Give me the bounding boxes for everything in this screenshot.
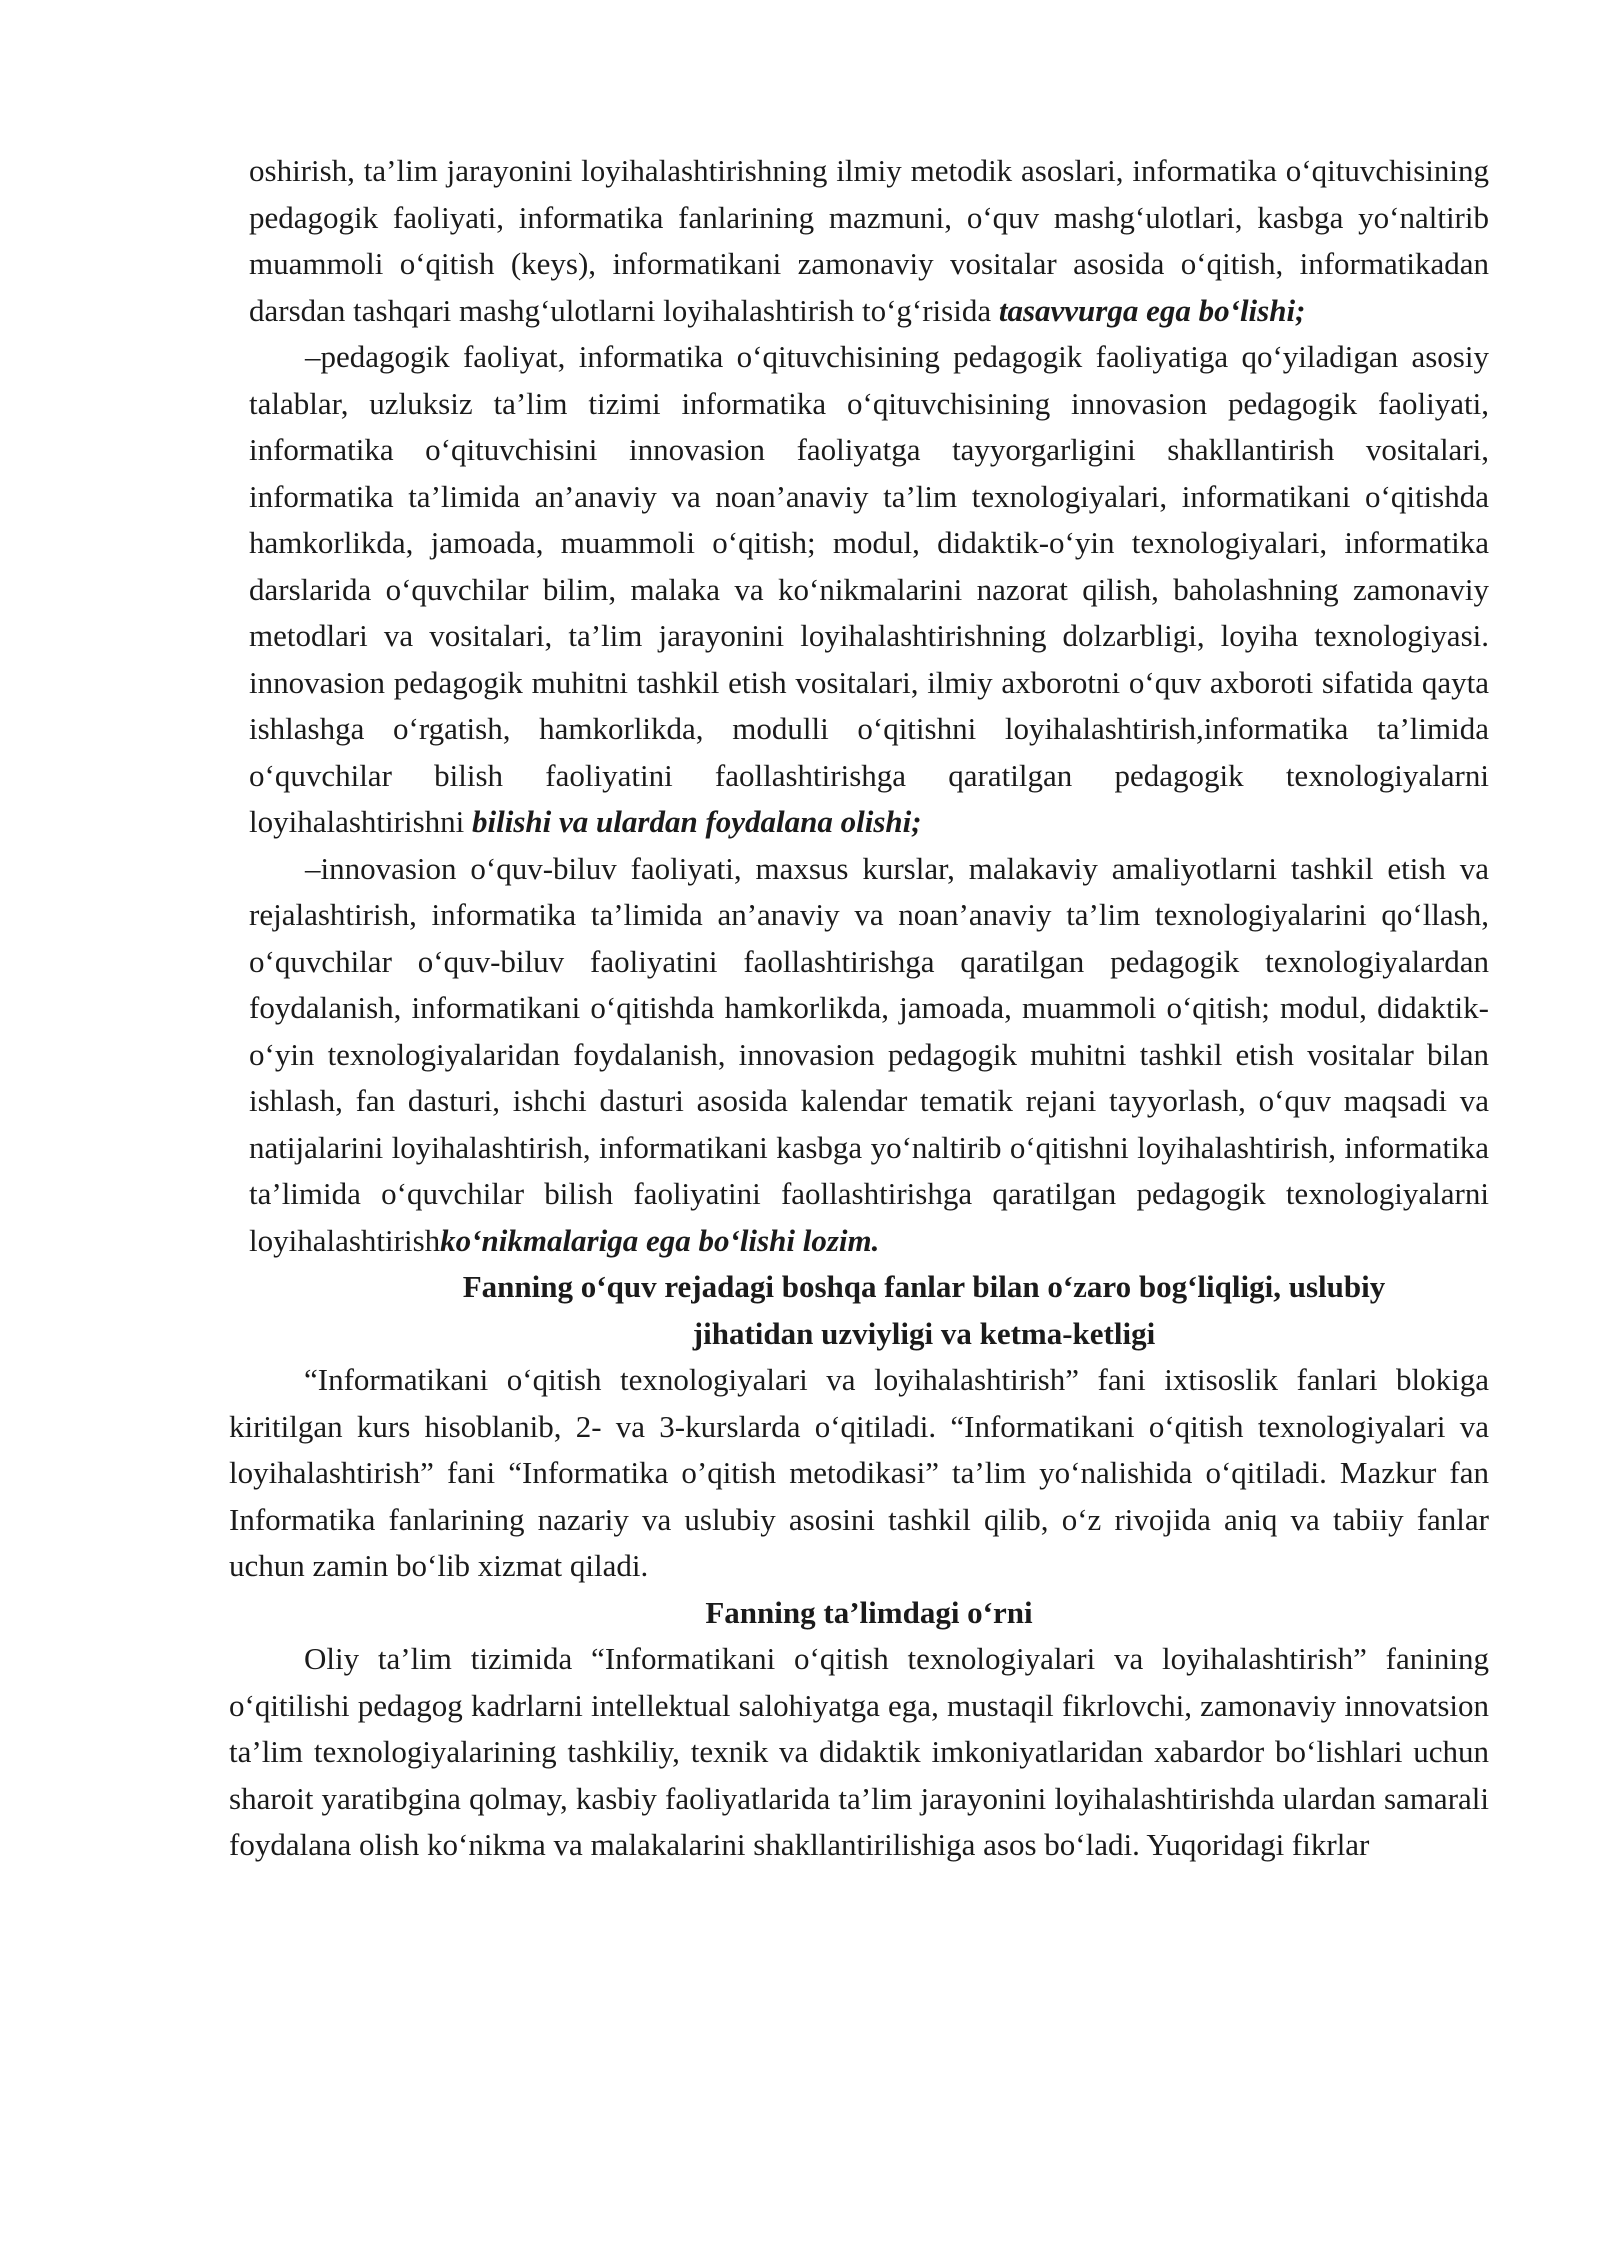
paragraph-competencies [249, 846, 1489, 1265]
competency-list [229, 148, 1489, 1264]
heading-line-2: jihatidan uzviyligi va ketma-ketligi [692, 1315, 1156, 1351]
paragraph-text: –innovasion o‘quv-biluv faoliyati, maxsus kurslar, malakaviy amaliyotlarni tashkil etish va rejalashtirish, informatika ta’limida an’anaviy va noan’anaviy ta’lim texnologiyalarini qo‘llash, o‘quvchilar o‘quv-biluv faoliyatini faollashtirishga qaratilgan pedagogik texnologiyalardan foydalanish, informatikani o‘qitishda hamkorlikda, jamoada, muammoli o‘qitish; modul, didaktik-o‘yin texnologiyalaridan foydalanish, innovasion pedagogik muhitni tashkil etish vositalar bilan ishlash, fan dasturi, ishchi dasturi asosida kalendar tematik rejani tayyorlash, o‘quv maqsadi va natijalarini loyihalashtirish, informatikani kasbga yo‘naltirib o‘qitishni loyihalashtirish, informatika ta’limida o‘quvchilar bilish faoliyatini faollashtirishga qaratilgan pedagogik texnologiyalarni loyihalashtirish [249, 850, 1489, 1258]
emphasis-text: bilishi va ulardan foydalana olishi; [472, 804, 922, 839]
document-body [229, 148, 1489, 1869]
paragraph-skills [249, 334, 1489, 846]
paragraph-relations: “Informatikani o‘qitish texnologiyalari va loyihalashtirish” fani ixtisoslik fanlari blokiga kiritilgan kurs hisoblanib, 2- va 3-kurslarda o‘qitiladi. “Informatikani o‘qitish texnologiyalari va loyihalashtirish” fani “Informatika o’qitish metodikasi” ta’lim yo‘nalishida o‘qitiladi. Mazkur fan Informatika fanlarining nazariy va uslubiy asosini tashkil qilib, o‘z rivojida aniq va tabiiy fanlar uchun zamin bo‘lib xizmat qiladi. [229, 1362, 1489, 1583]
paragraph-text: oshirish, ta’lim jarayonini loyihalashtirishning ilmiy metodik asoslari, informatika o‘qituvchisining pedagogik faoliyati, informatika fanlarining mazmuni, o‘quv mashg‘ulotlari, kasbga yo‘naltirib muammoli o‘qitish (keys), informatikani zamonaviy vositalar asosida o‘qitish, informatikadan darsdan tashqari mashg‘ulotlarni loyihalashtirish to‘g‘risida [249, 153, 1489, 328]
paragraph-knowledge [249, 148, 1489, 334]
heading-line-1: Fanning o‘quv rejadagi boshqa fanlar bilan o‘zaro bog‘liqligi, uslubiy [462, 1269, 1386, 1304]
section-heading-relations [229, 1264, 1489, 1357]
emphasis-text: tasavvurga ega bo‘lishi; [998, 292, 1306, 328]
paragraph-text: –pedagogik faoliyat, informatika o‘qituvchisining pedagogik faoliyatiga qo‘yiladigan asosiy talablar, uzluksiz ta’lim tizimi informatika o‘qituvchisining innovasion pedagogik faoliyati, informatika o‘qituvchisini innovasion faoliyatga tayyorgarligini shakllantirish vositalari, informatika ta’limida an’anaviy va noan’anaviy ta’lim texnologiyalari, informatikani o‘qitishda hamkorlikda, jamoada, muammoli o‘qitish; modul, didaktik-o‘yin texnologiyalari, informatika darslarida o‘quvchilar bilim, malaka va ko‘nikmalarini nazorat qilish, baholashning zamonaviy metodlari va vositalari, ta’lim jarayonini loyihalashtirishning dolzarbligi, loyiha texnologiyasi. innovasion pedagogik muhitni tashkil etish vositalari, ilmiy axborotni o‘quv axboroti sifatida qayta ishlashga o‘rgatish, hamkorlikda, modulli o‘qitishni loyihalashtirish,informatika ta’limida o‘quvchilar bilish faoliyatini faollashtirishga qaratilgan pedagogik texnologiyalarni loyihalashtirishni [249, 339, 1489, 839]
paragraph-role: Oliy ta’lim tizimida “Informatikani o‘qitish texnologiyalari va loyihalashtirish” fanining o‘qitilishi pedagog kadrlarni intellektual salohiyatga ega, mustaqil fikrlovchi, zamonaviy innovatsion ta’lim texnologiyalarining tashkiliy, texnik va didaktik imkoniyatlaridan xabardor bo‘lishlari uchun sharoit yaratibgina qolmay, kasbiy faoliyatlarida ta’lim jarayonini loyihalashtirishda ulardan samarali foydalana olish ko‘nikma va malakalarini shakllantirilishiga asos bo‘ladi. Yuqoridagi fikrlar [229, 1641, 1489, 1862]
section-heading-role: Fanning ta’limdagi o‘rni [705, 1594, 1033, 1630]
emphasis-text: ko‘nikmalariga ega bo‘lishi lozim. [440, 1222, 880, 1258]
